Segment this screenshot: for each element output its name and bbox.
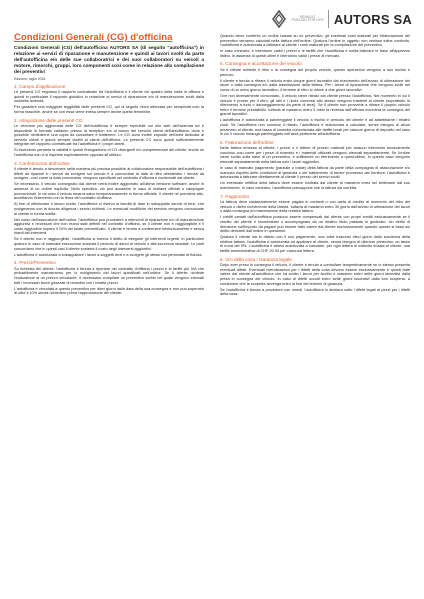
- section-paragraph: Nella fattura emessa al cliente, i prezzi o il fattore di prezzo maturati per ciascun intervento tecnicamente concluso così come per i pezzi di ricambio e i materiali utilizzati vengono elencati separatamente. Se l'ordine viene svolto sulla base di un preventivo, è sufficiente un riferimento a quest'ultimo. In questo caso vengono elencati separatamente nella fattura solo i lavori aggiuntivi.: [220, 146, 410, 165]
- section-title: 4. Prezzi/Preventivo: [14, 260, 56, 266]
- section-paragraph: Quando viene conferito un ordine basato su un preventivo, gli eventuali costi maturati per l'elaborazione del preventivo verranno calcolati nella fattura dell'ordine. Qualora l'ordine in oggetto non venisse infine conferito, l'autofficina è autorizzata a fatturare al cliente i costi maturati per la compilazione del preventivo.: [220, 34, 410, 48]
- section-title: 2. Integrazione delle presenti CG: [14, 117, 83, 123]
- renault-logo-icon: [269, 9, 289, 29]
- right-sections: [220, 34, 410, 297]
- section-paragraph: Nel corso dell'esecuzione dell'ordine, l'autofficina può procedere a interventi di riparazione e/o di manutenzione aggiuntivi e necessari che non erano stati definiti nel contratto d'officina, se il cliente non è raggiungibile e il costo aggiuntivo supera il 10% del totale preventivato. Il cliente è tenuto a confermare telefonicamente e senza ritardi tali interventi.: [14, 217, 204, 236]
- section-title: 8. Vizi della cosa / Garanzia legale: [220, 256, 292, 262]
- section-paragraph: Per garantire una maggiore leggibilità delle presenti CG, qui di seguito verrà utilizzata per semplicità solo la forma maschile, anche se con essa viene intesa sempre anche quella femminile.: [14, 105, 204, 114]
- section-paragraph: Al fine di ottimizzare il lavoro svolto, l'autofficina si riserva la facoltà di dare in subappalto servizi di terzi, che svolgeranno con la dovuta diligenza i servizi richiesti. Le eventuali modifiche del servizio vengono comunicate al cliente in forma scritta.: [14, 202, 204, 216]
- section-paragraph: Il cliente è tenuto a descrivere nella maniera più precisa possibile al collaboratore responsabile dell'autofficina i difetti da riparare e i servizi da svolgere sul veicolo e a concordare la data di ritiro desiderata. I servizi da svolgere, così come la data concordata, vengono specificati nel contratto d'officina e confermati dal cliente.: [14, 167, 204, 181]
- section-paragraph: I crediti vantati dall'autofficina possono essere compensati dal cliente con propri crediti esclusivamente se il credito del cliente è incontestato o accompagnato da un relativo titolo passato in giudicato. Un diritto di ritenzione sull'importo da pagare può essere fatto valere dal cliente esclusivamente quando questo si basa sul diritto derivanti dall'ordine in questione.: [220, 215, 410, 234]
- left-column: [14, 32, 204, 297]
- brand-tagline: RENAULT PASSION FOR LIFE: [291, 14, 324, 22]
- section-paragraph: In caso contrario, è intendono validi i prezzi e le tariffe che l'autofficina è solita fatturare in base all'apprezzo listino. In assenza di questi ultimi è intendono validi i prezzi di mercato.: [220, 49, 410, 58]
- section-title: 6. Fatturazione dell'ordine: [220, 139, 274, 145]
- section-paragraph: L'autofficina è vincolata a questo preventivo per dieci giorni dalla data della sua consegna e non può superarlo di oltre il 10% senza richiedere prima l'approvazione del cliente.: [14, 286, 204, 296]
- section-paragraph: Se necessario, il veicolo consegnato dal cliente verrà inoltre aggiornato all'ultima versione software, anche in assenza di un ordine esplicito. Nello specifico, ciò può accadere in caso di richiami ufficiali o campagne promozionali. In tal caso il veicolo rimarrà salvo temporaneamente in forma ufficiale. Il cliente ne prenderà atto, accettando l'intervento con la firma del contratto d'officina.: [14, 182, 204, 201]
- document-intro: Condizioni Generali (CG) dell'autofficina AUTORS SA (di seguito "autofficina") in relazione ai servizi di riparazione e manutenzione e quindi ai lavori svolti da parte dell'autofficina e/o delle sue collaboratrici e dei suoi collaboratori su veicoli a motore, rimorchi, gruppi, loro componenti così come in relazione alla compilazione dei preventivi: [14, 46, 204, 75]
- brand-divider: [328, 10, 329, 28]
- document-edition: Edizione: luglio 2018: [14, 76, 46, 81]
- section-paragraph: Qualora il cliente sia in ritardo con il suo pagamento, una volta trascorsi dieci giorni dalla scadenza della relativa fattura, l'autofficina è autorizzata ad applicare al cliente, senza bisogno di ulteriore preavviso, un tasso di mora del 5%. L'autofficina è altresì autorizzata a calcolare, per ogni lettera di sollecito inviata al cliente, una tariffa amministrativa di CHF 20.00 per ciascuna lettera.: [220, 235, 410, 254]
- section-title: 5. Consegna e accettazione del veicolo: [220, 61, 302, 67]
- section-title: 3. Conferimento dell'ordine: [14, 160, 70, 166]
- section-paragraph: Le presenti CG regolano il rapporto contrattuale tra l'autofficina e il cliente nel quadro della visita in officina e quindi in particolare il rapporto giuridico in relazione ai servizi di riparazione e/o di manutenzione svolti dalla suddetta azienda.: [14, 90, 204, 104]
- section-paragraph: Ove non diversamente concordato, il veicolo viene ritirato dal cliente presso l'autofficina. Nel momento in cui il veicolo è pronto per il ritiro, gli utili e i ricchi connessi allo stesso vengono trasferiti al cliente (soprattutto in riferimento a furto o danneggiamento da parte di terzi). Se il cliente non provvede a ritirare il proprio veicolo entro il termine prestabilito, tuttavia al massimo entro 3 mesi la rimessa dell'officina eccederà la consegna dei grandi lavorativi.: [220, 93, 410, 117]
- section-paragraph: Se il cliente richiede il ritiro o la consegna del proprio veicolo, questo operazioni vengono a suo rischio e pericolo.: [220, 67, 410, 77]
- section-paragraph: L'autofficina è autorizzata a subappaltare i lavori a soggetti terzi e a svolgere gli stessi con personale di fiducia.: [14, 252, 203, 257]
- left-sections: [14, 84, 204, 296]
- section-paragraph: Un eventuale rettifica della fattura deve essere inoltrata dal cliente al massimo entro sei settimane dal suo ricevimento. In caso contrario, l'autofficina presuppone che la fattura sia corretta.: [220, 181, 410, 191]
- page-header: [269, 8, 413, 30]
- document-title: Condizioni Generali (CG) d'officina: [14, 32, 173, 43]
- section-paragraph: Su richiesta del cliente, l'autofficina è tenuta a riportare nel contratto d'officina i prezzi e le tariffe più IVA che probabilmente matureranno per lo svolgimento dei lavori specificati nell'ordine. Se il cliente richiede l'indicazione di un prezzo vincolante, è necessario compilare un preventivo scritto nel quale vengono elencati tutti i necessari lavori (piazzati di ricambio con i relativi prezzi.: [14, 266, 204, 285]
- section-paragraph: Dopo aver preso in consegna il veicolo, il cliente è tenuto a controllare tempestivamente se lo stesso presenta eventuali difetti. Eventuali rivendicazioni per i difetti della cosa devono essere esclusivamente e quindi fatte valere dal cliente all'autofficina che ha svolto i lavori per iscritto e massimo entro sette giorni lavorativi dalla presa in consegna del veicolo. In caso di difetti occulti entro sette giorni lavorativi dalla loro scoperta, a condizione che la scoperta avvenga entro la fine del termine di garanzia.: [220, 263, 410, 286]
- section-paragraph: Il cliente è tenuto a ritirare il veicolo entro cinque giorni lavorativi dal ricevimento dell'avviso di ultimazione dei lavori o dalla consegna e/o dalla trasmissione della fattura. Per i lavori di riparazione che vengono svolti nel corso di un unico giorno lavorativo, il termine di ritiro si riduce a due giorni lavorativi.: [220, 78, 410, 92]
- section-paragraph: Si escludono pertanto la validità e quindi l'integrazione di CG divergenti e/o complementari del cliente, anche se l'autofficina non vi si esprime esplicitamente opposta all'utilizzo.: [14, 148, 204, 158]
- brand-name: AUTORS SA: [333, 11, 412, 27]
- section-paragraph: In caso di mancato pagamento (parziale o totale) della fattura da parte della compagnia di assicurazione e/o mancato rispetto delle condizioni di garanzia o del trattamento di favore promesso dal fornitore, l'autofficina è autorizzata a fatturare direttamente al cliente il prezzo dei servizi svolti.: [220, 166, 410, 180]
- section-paragraph: L'autofficina è autorizzata a parcheggiare il veicolo a rischio e pericolo del cliente e ad addebitarne i relativi costi. Se l'autofficina non conosce il ritardo, l'autofficina è autorizzata a calcolare, senza bisogno di alcun preavviso al cliente, una tassa di custodia commisurata alle tariffe locali per ciascun giorno di deposito nel caso in cui il veicolo rimanga parcheggiato nell'area pertinente all'autofficina.: [220, 118, 410, 137]
- section-paragraph: Se il cliente non è raggiungibile, l'autofficina si riserva il diritto di eseguire gli interventi urgenti, in particolare qualora in caso di mancata esecuzione sussista il pericolo di danni al veicolo o alla sicurezza stradale. Le parti concordano che in questi casi il cliente sosterrà il costo degli interventi aggiuntivi.: [14, 237, 204, 251]
- section-paragraph: La fattura deve sostanzialmente essere pagata in contanti o con carta di credito al momento del ritiro del veicolo o dietro ricevimento della fattura, tuttavia al massimo entro 30 giorni dall'avviso di ultimazione dei lavori o dalla consegna e/o trasmissione della relativa fattura.: [220, 200, 410, 214]
- section-paragraph: Se l'autofficina è tenuta a procedere con rimedi, l'autofficina lo dichiara sotto i difetti legati ai pezzi per i difetti della cosa.: [220, 287, 410, 297]
- section-title: 1. Campo d'applicazione: [14, 83, 66, 89]
- section-title: 7. Pagamento: [220, 193, 250, 199]
- section-paragraph: Le versione più aggiornata delle CG dell'autofficina è sempre reperibile sul sito web dell'azienda ed è disponibile in formato cartaceo presso la reception e/o al banco del servizio clienti dell'autofficina, dove è possibile richiederne una copia da consultare e trattenere. Le CG sono inoltre esposte nell'area dedicata al servizio clienti e quindi sempre visibili ai clienti dell'officina. Le presenti CG sono quindi sufficientemente integrate nel rapporto contrattuale tra l'autofficina e i propri clienti.: [14, 124, 204, 147]
- right-column: [220, 34, 410, 298]
